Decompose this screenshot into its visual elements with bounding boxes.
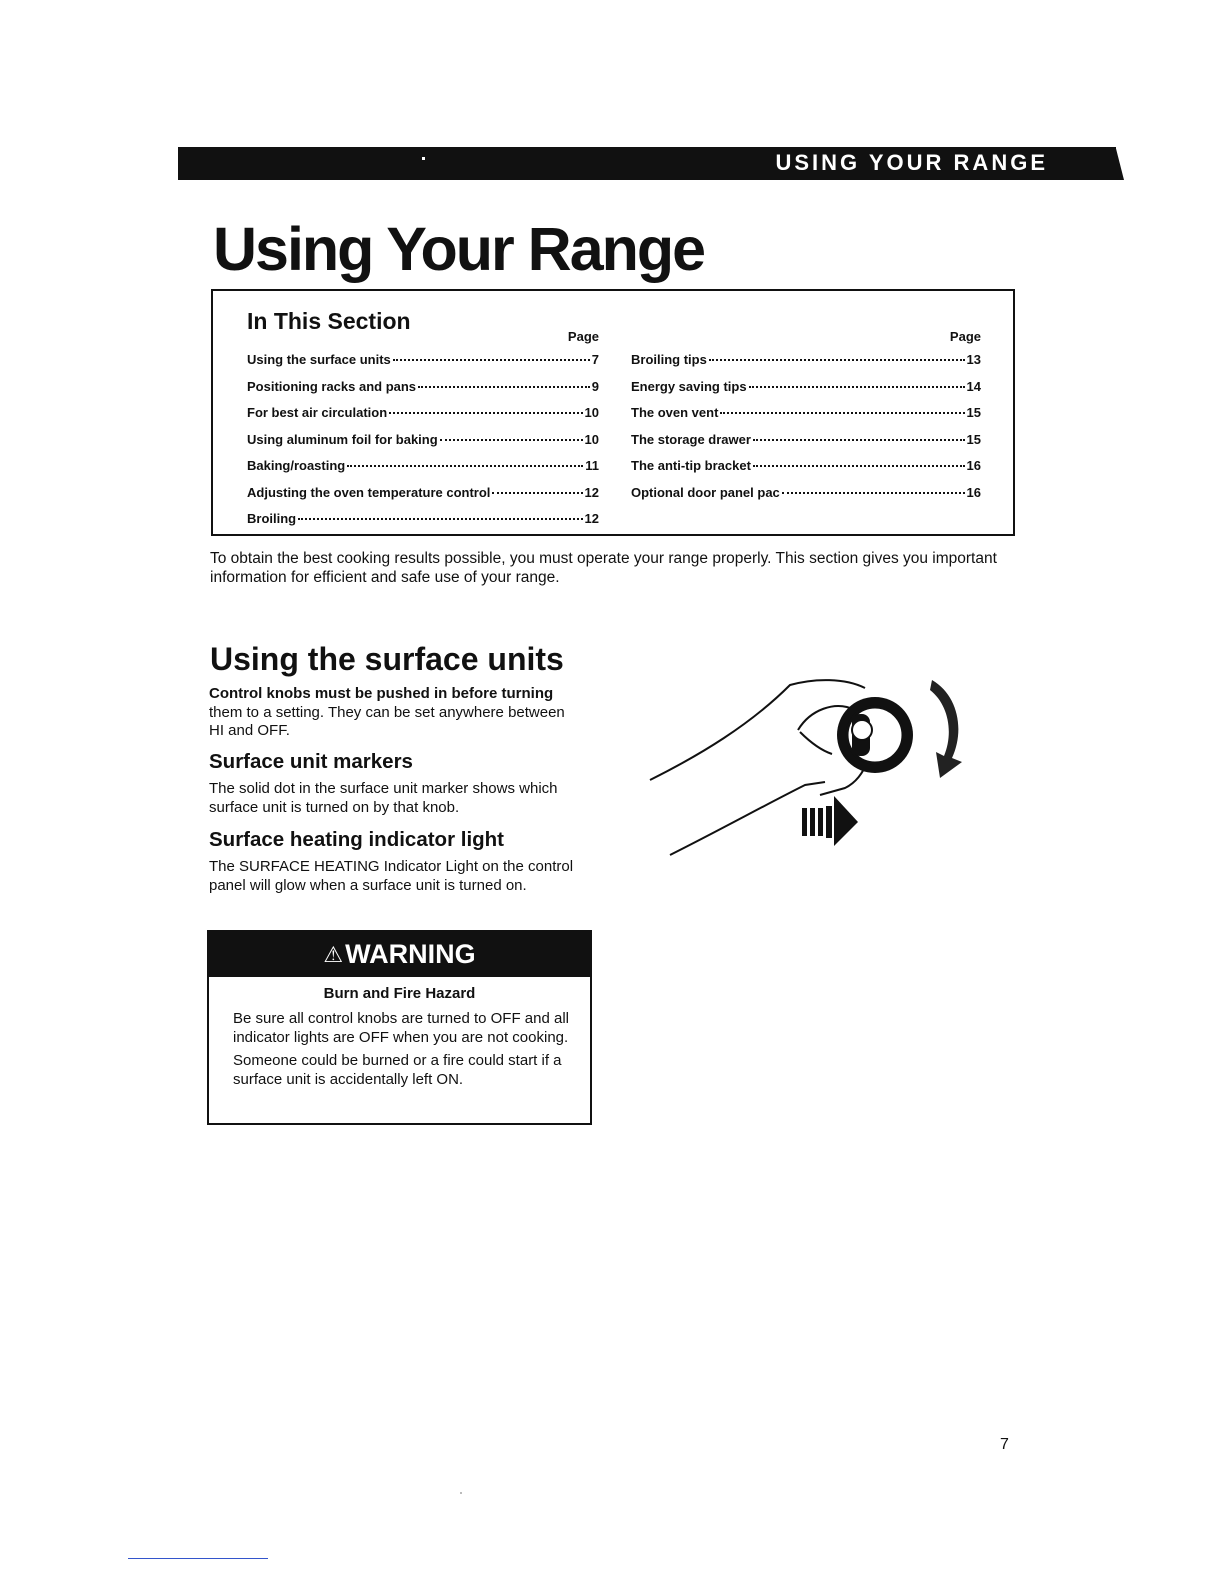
toc-title: In This Section	[247, 308, 411, 334]
toc-entry-page: 14	[966, 378, 981, 394]
indicator-title: Surface heating indicator light	[209, 828, 505, 851]
toc-leader-dots	[393, 358, 590, 361]
toc-entry-label: The storage drawer	[631, 431, 751, 447]
toc-entry-page: 16	[966, 458, 981, 473]
toc-entry	[631, 400, 981, 427]
toc-entry-label: The anti-tip bracket	[631, 458, 751, 473]
toc-leader-dots	[440, 438, 583, 441]
warning-subtitle: Burn and Fire Hazard	[323, 985, 476, 1002]
toc-entry-label: Adjusting the oven temperature control	[247, 484, 491, 500]
section-header-tab	[1110, 147, 1124, 180]
knob-icon	[837, 697, 913, 773]
page-number: 7	[1000, 1436, 1009, 1453]
toc-entry-label: Energy saving tips	[631, 378, 747, 394]
header-speck	[422, 157, 425, 160]
toc-entry-label: Using aluminum foil for baking	[247, 431, 438, 447]
knob-instructions-rest: them to a setting. They can be set anywhere between HI and OFF.	[209, 703, 565, 739]
warning-title: WARNING	[345, 939, 476, 969]
indicator-text: The SURFACE HEATING Indicator Light on the control panel will glow when a surface unit is turned on.	[209, 858, 574, 894]
toc-entry	[247, 427, 599, 454]
toc-entry	[247, 480, 599, 507]
toc-entry-page: 13	[966, 352, 981, 367]
toc-leader-dots	[347, 464, 583, 467]
section-header-label: USING YOUR RANGE	[775, 150, 1048, 175]
toc-leader-dots	[418, 385, 590, 388]
warning-paragraph-2: Someone could be burned or a fire could start if a surface unit is accidentally left ON.	[233, 1052, 562, 1088]
toc-leader-dots	[749, 385, 965, 388]
toc-entry-label: The oven vent	[631, 405, 719, 420]
toc-entry	[247, 347, 599, 374]
toc-entry	[631, 480, 981, 507]
toc-entry-page: 9	[591, 378, 599, 394]
toc-leader-dots	[720, 411, 964, 414]
toc-entry	[631, 427, 981, 454]
toc-entry	[631, 374, 981, 401]
toc-leader-dots	[753, 464, 965, 467]
toc-entry-page: 15	[966, 431, 981, 447]
toc-entry-label: Broiling tips	[631, 352, 707, 367]
warning-paragraph-1: Be sure all control knobs are turned to OFF and all indicator lights are OFF when you are not cooking.	[233, 1010, 570, 1046]
markers-title: Surface unit markers	[209, 750, 413, 773]
toc-entry	[631, 347, 981, 374]
knob-instructions-bold: Control knobs must be pushed in before turning	[209, 685, 554, 702]
toc-entry-label: Optional door panel pac	[631, 484, 780, 500]
toc-leader-dots	[753, 438, 965, 441]
toc-page-heading: Page	[567, 329, 599, 344]
toc-entry	[247, 506, 599, 533]
toc-entry	[631, 453, 981, 480]
toc-entry	[247, 374, 599, 401]
toc-leader-dots	[492, 491, 582, 494]
toc-entry-page: 16	[966, 484, 981, 500]
toc-page-heading: Page	[949, 329, 981, 344]
toc-leader-dots	[709, 358, 965, 361]
toc-leader-dots	[782, 491, 965, 494]
toc-entry-page: 11	[585, 458, 599, 473]
toc-right-column	[631, 327, 981, 506]
push-arrow-icon	[802, 796, 858, 846]
toc-entry-page: 10	[584, 431, 599, 447]
knob-instructions	[209, 685, 569, 741]
toc-leader-dots	[389, 411, 582, 414]
toc-entry-label: Positioning racks and pans	[247, 378, 417, 394]
toc-entry-label: Broiling	[247, 511, 297, 526]
toc-entry-label: For best air circulation	[247, 405, 388, 420]
toc-entry	[247, 400, 599, 427]
toc-entry-page: 10	[584, 405, 599, 420]
warning-triangle-icon: ⚠	[323, 941, 344, 967]
toc-entry-page: 7	[591, 352, 599, 367]
in-this-section-box	[211, 289, 1015, 536]
toc-entry-label: Using the surface units	[247, 352, 391, 367]
rotate-arrow-icon	[930, 680, 962, 778]
toc-entry-page: 12	[584, 484, 599, 500]
markers-text: The solid dot in the surface unit marker shows which surface unit is turned on by that knob.	[209, 780, 558, 816]
page-title: Using Your Range	[213, 215, 705, 283]
toc-leader-dots	[298, 517, 582, 520]
knob-illustration	[640, 670, 980, 870]
toc-entry-page: 15	[966, 405, 981, 420]
scan-speck	[460, 1492, 462, 1494]
warning-header	[209, 932, 590, 977]
toc-entry	[247, 453, 599, 480]
section-title: Using the surface units	[210, 641, 564, 677]
toc-entry-page: 12	[584, 511, 599, 526]
toc-entry-label: Baking/roasting	[247, 458, 346, 473]
toc-left-column	[247, 327, 599, 533]
intro-paragraph: To obtain the best cooking results possible, you must operate your range properly. This section gives you important information for efficient and safe use of your range.	[210, 550, 997, 586]
warning-box	[207, 930, 592, 1125]
footer-rule	[128, 1558, 268, 1559]
